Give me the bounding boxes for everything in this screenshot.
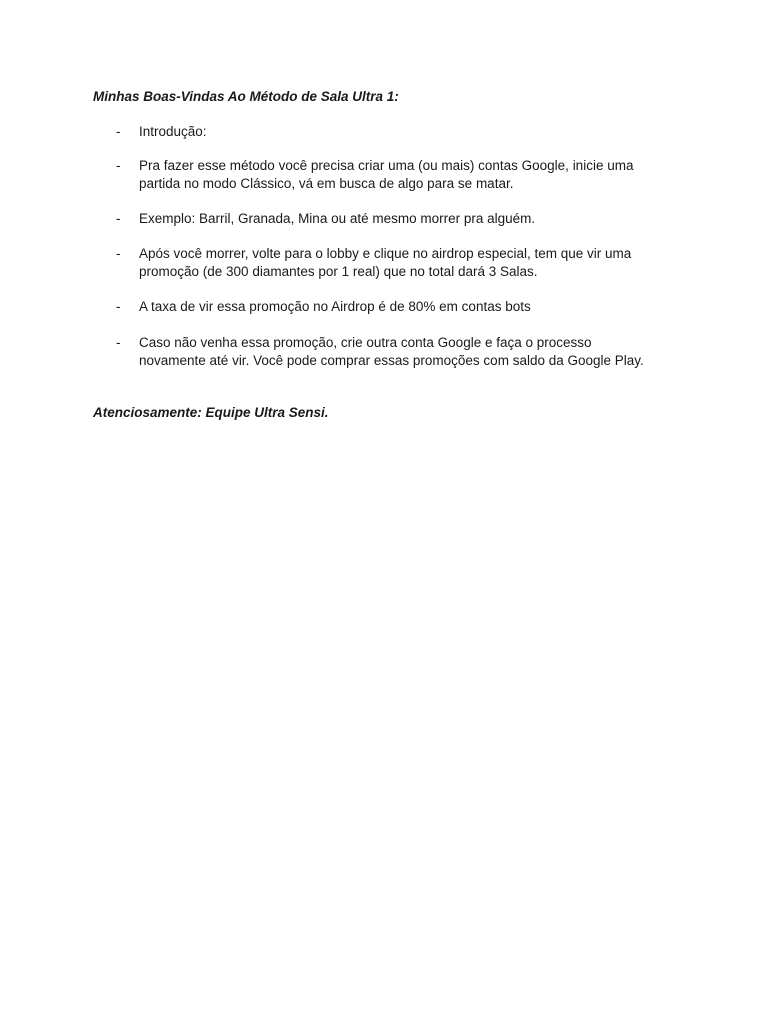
bullet-marker: -	[116, 211, 121, 226]
list-item-line: promoção (de 300 diamantes por 1 real) que no total dará 3 Salas.	[139, 264, 538, 279]
signature: Atenciosamente: Equipe Ultra Sensi.	[93, 405, 329, 420]
bullet-marker: -	[116, 299, 121, 314]
list-item-text	[139, 157, 699, 193]
list-item-text	[139, 245, 699, 281]
bullet-marker: -	[116, 158, 121, 173]
list-item-line: partida no modo Clássico, vá em busca de algo para se matar.	[139, 176, 514, 191]
list-item-line: Caso não venha essa promoção, crie outra conta Google e faça o processo	[139, 335, 592, 350]
list-item-line: A taxa de vir essa promoção no Airdrop é de 80% em contas bots	[139, 299, 531, 314]
list-item-text	[139, 123, 699, 141]
document-title: Minhas Boas-Vindas Ao Método de Sala Ultra 1:	[93, 89, 399, 104]
list-item-line: Após você morrer, volte para o lobby e clique no airdrop especial, tem que vir uma	[139, 246, 632, 261]
list-item-line: Pra fazer esse método você precisa criar uma (ou mais) contas Google, inicie uma	[139, 158, 634, 173]
list-item-text	[139, 210, 699, 228]
bullet-marker: -	[116, 335, 121, 350]
list-item-line: novamente até vir. Você pode comprar essas promoções com saldo da Google Play.	[139, 353, 644, 368]
list-item-line: Exemplo: Barril, Granada, Mina ou até mesmo morrer pra alguém.	[139, 211, 536, 226]
list-item-text	[139, 334, 699, 370]
bullet-marker: -	[116, 246, 121, 261]
bullet-marker: -	[116, 124, 121, 139]
list-item-text	[139, 298, 699, 316]
list-item-line: Introdução:	[139, 124, 207, 139]
